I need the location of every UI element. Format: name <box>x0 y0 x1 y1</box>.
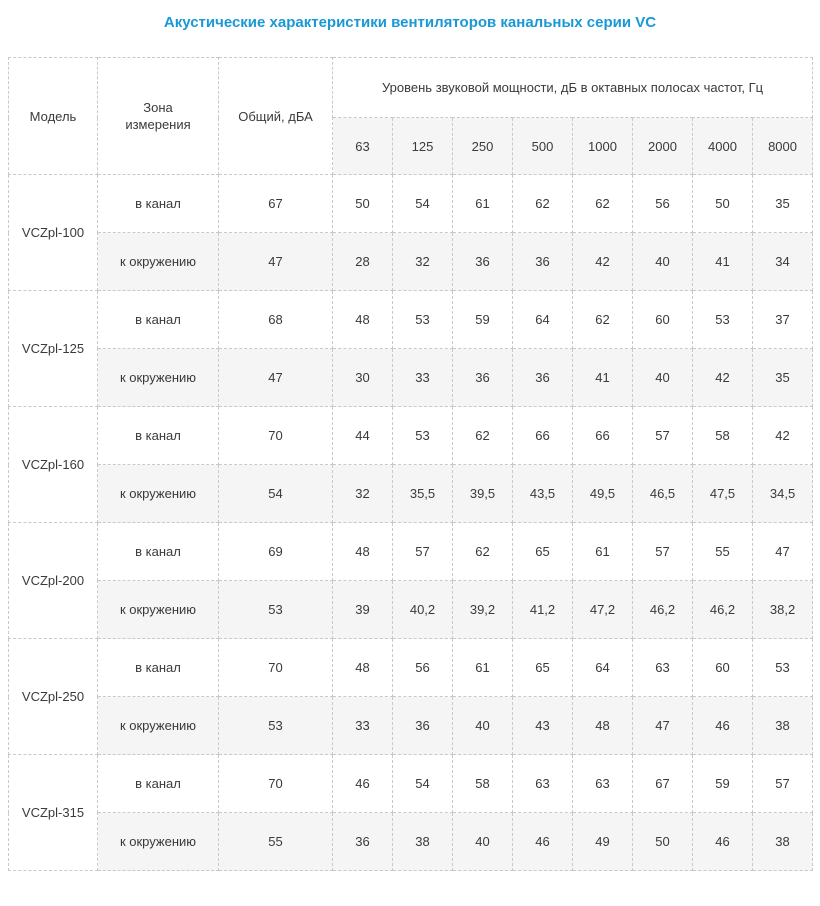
table-row <box>9 755 813 813</box>
value-cell: 53 <box>393 291 453 349</box>
table-row <box>9 465 813 523</box>
header-model: Модель <box>9 58 98 175</box>
value-cell: 64 <box>513 291 573 349</box>
table-row <box>9 523 813 581</box>
page-title: Акустические характеристики вентиляторов канальных серии VC <box>163 14 657 31</box>
value-cell: 61 <box>453 639 513 697</box>
value-cell: 30 <box>333 349 393 407</box>
header-total: Общий, дБА <box>219 58 333 175</box>
value-cell: 35 <box>753 175 813 233</box>
value-cell: 57 <box>633 523 693 581</box>
total-cell: 68 <box>219 291 333 349</box>
header-freq-500: 500 <box>513 118 573 175</box>
header-freq-250: 250 <box>453 118 513 175</box>
value-cell: 65 <box>513 523 573 581</box>
value-cell: 36 <box>513 233 573 291</box>
value-cell: 63 <box>513 755 573 813</box>
value-cell: 43,5 <box>513 465 573 523</box>
value-cell: 41 <box>573 349 633 407</box>
value-cell: 33 <box>333 697 393 755</box>
value-cell: 38 <box>753 813 813 871</box>
value-cell: 46 <box>333 755 393 813</box>
value-cell: 59 <box>453 291 513 349</box>
total-cell: 47 <box>219 233 333 291</box>
value-cell: 50 <box>693 175 753 233</box>
value-cell: 40 <box>453 697 513 755</box>
zone-cell: в канал <box>98 407 219 465</box>
value-cell: 56 <box>633 175 693 233</box>
value-cell: 33 <box>393 349 453 407</box>
total-cell: 53 <box>219 697 333 755</box>
value-cell: 55 <box>693 523 753 581</box>
value-cell: 54 <box>393 175 453 233</box>
table-row <box>9 175 813 233</box>
value-cell: 32 <box>393 233 453 291</box>
value-cell: 36 <box>393 697 453 755</box>
value-cell: 53 <box>693 291 753 349</box>
table-row <box>9 639 813 697</box>
value-cell: 57 <box>393 523 453 581</box>
value-cell: 66 <box>513 407 573 465</box>
value-cell: 40 <box>453 813 513 871</box>
table-row <box>9 581 813 639</box>
total-cell: 47 <box>219 349 333 407</box>
value-cell: 49,5 <box>573 465 633 523</box>
value-cell: 32 <box>333 465 393 523</box>
value-cell: 59 <box>693 755 753 813</box>
value-cell: 48 <box>333 291 393 349</box>
acoustic-table <box>8 57 813 871</box>
header-octave-group: Уровень звуковой мощности, дБ в октавных полосах частот, Гц <box>333 58 813 118</box>
value-cell: 53 <box>393 407 453 465</box>
table-row <box>9 233 813 291</box>
model-cell: VCZpl-315 <box>9 755 98 871</box>
value-cell: 39,5 <box>453 465 513 523</box>
value-cell: 65 <box>513 639 573 697</box>
header-freq-8000: 8000 <box>753 118 813 175</box>
value-cell: 42 <box>753 407 813 465</box>
value-cell: 43 <box>513 697 573 755</box>
value-cell: 53 <box>753 639 813 697</box>
value-cell: 40 <box>633 233 693 291</box>
zone-cell: к окружению <box>98 581 219 639</box>
zone-cell: к окружению <box>98 349 219 407</box>
zone-cell: в канал <box>98 639 219 697</box>
value-cell: 36 <box>453 233 513 291</box>
zone-cell: в канал <box>98 175 219 233</box>
value-cell: 54 <box>393 755 453 813</box>
value-cell: 48 <box>333 639 393 697</box>
model-cell: VCZpl-100 <box>9 175 98 291</box>
model-cell: VCZpl-250 <box>9 639 98 755</box>
value-cell: 49 <box>573 813 633 871</box>
model-cell: VCZpl-200 <box>9 523 98 639</box>
value-cell: 63 <box>633 639 693 697</box>
value-cell: 60 <box>693 639 753 697</box>
zone-cell: в канал <box>98 291 219 349</box>
total-cell: 53 <box>219 581 333 639</box>
table-body <box>9 175 813 871</box>
value-cell: 42 <box>573 233 633 291</box>
value-cell: 58 <box>693 407 753 465</box>
value-cell: 35 <box>753 349 813 407</box>
value-cell: 40 <box>633 349 693 407</box>
value-cell: 36 <box>453 349 513 407</box>
value-cell: 46,2 <box>693 581 753 639</box>
header-zone <box>98 58 219 175</box>
value-cell: 46,2 <box>633 581 693 639</box>
value-cell: 39 <box>333 581 393 639</box>
model-cell: VCZpl-160 <box>9 407 98 523</box>
value-cell: 38 <box>753 697 813 755</box>
value-cell: 35,5 <box>393 465 453 523</box>
value-cell: 61 <box>453 175 513 233</box>
table-row <box>9 407 813 465</box>
value-cell: 28 <box>333 233 393 291</box>
value-cell: 64 <box>573 639 633 697</box>
value-cell: 47,5 <box>693 465 753 523</box>
value-cell: 62 <box>513 175 573 233</box>
value-cell: 44 <box>333 407 393 465</box>
table-row <box>9 291 813 349</box>
zone-cell: к окружению <box>98 697 219 755</box>
value-cell: 62 <box>453 523 513 581</box>
table-row <box>9 813 813 871</box>
value-cell: 42 <box>693 349 753 407</box>
value-cell: 56 <box>393 639 453 697</box>
value-cell: 63 <box>573 755 633 813</box>
header-freq-4000: 4000 <box>693 118 753 175</box>
value-cell: 37 <box>753 291 813 349</box>
value-cell: 36 <box>333 813 393 871</box>
value-cell: 46,5 <box>633 465 693 523</box>
header-freq-125: 125 <box>393 118 453 175</box>
total-cell: 67 <box>219 175 333 233</box>
value-cell: 36 <box>513 349 573 407</box>
total-cell: 70 <box>219 407 333 465</box>
total-cell: 70 <box>219 639 333 697</box>
value-cell: 60 <box>633 291 693 349</box>
value-cell: 34,5 <box>753 465 813 523</box>
value-cell: 41,2 <box>513 581 573 639</box>
header-freq-63: 63 <box>333 118 393 175</box>
header-freq-1000: 1000 <box>573 118 633 175</box>
zone-cell: к окружению <box>98 813 219 871</box>
zone-cell: в канал <box>98 755 219 813</box>
header-zone-label: Зона измерения <box>125 100 191 132</box>
header-freq-2000: 2000 <box>633 118 693 175</box>
zone-cell: в канал <box>98 523 219 581</box>
value-cell: 48 <box>573 697 633 755</box>
value-cell: 46 <box>513 813 573 871</box>
table-row <box>9 697 813 755</box>
value-cell: 67 <box>633 755 693 813</box>
value-cell: 46 <box>693 813 753 871</box>
value-cell: 47 <box>633 697 693 755</box>
value-cell: 38 <box>393 813 453 871</box>
value-cell: 39,2 <box>453 581 513 639</box>
total-cell: 69 <box>219 523 333 581</box>
value-cell: 66 <box>573 407 633 465</box>
value-cell: 57 <box>633 407 693 465</box>
value-cell: 62 <box>573 291 633 349</box>
value-cell: 58 <box>453 755 513 813</box>
zone-cell: к окружению <box>98 465 219 523</box>
zone-cell: к окружению <box>98 233 219 291</box>
value-cell: 50 <box>333 175 393 233</box>
value-cell: 62 <box>573 175 633 233</box>
value-cell: 47 <box>753 523 813 581</box>
value-cell: 57 <box>753 755 813 813</box>
value-cell: 40,2 <box>393 581 453 639</box>
header-row-top <box>9 58 813 118</box>
value-cell: 48 <box>333 523 393 581</box>
table-row <box>9 349 813 407</box>
value-cell: 62 <box>453 407 513 465</box>
total-cell: 55 <box>219 813 333 871</box>
model-cell: VCZpl-125 <box>9 291 98 407</box>
total-cell: 70 <box>219 755 333 813</box>
total-cell: 54 <box>219 465 333 523</box>
value-cell: 41 <box>693 233 753 291</box>
value-cell: 47,2 <box>573 581 633 639</box>
table-header <box>9 58 813 175</box>
value-cell: 38,2 <box>753 581 813 639</box>
value-cell: 46 <box>693 697 753 755</box>
value-cell: 50 <box>633 813 693 871</box>
value-cell: 34 <box>753 233 813 291</box>
value-cell: 61 <box>573 523 633 581</box>
